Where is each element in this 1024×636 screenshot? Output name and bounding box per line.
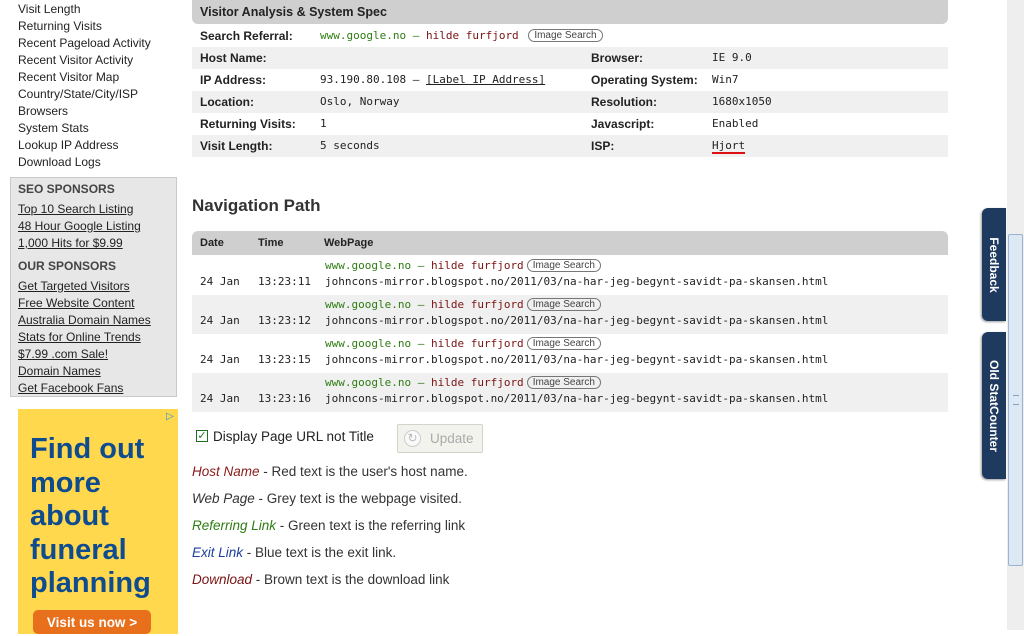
operating-system-value: Win7 [712, 73, 739, 86]
our-sponsors-heading: OUR SPONSORS [18, 259, 117, 273]
ip-separator: — [406, 73, 426, 86]
table-row [192, 295, 948, 334]
javascript-value: Enabled [712, 117, 759, 130]
ad-headline: Find out more about funeral planning [30, 433, 151, 599]
row-time: 13:23:12 [258, 314, 311, 327]
sidebar [0, 0, 185, 630]
sponsor-link-australia-domains[interactable]: Australia Domain Names [18, 313, 151, 327]
sponsor-link-free-content[interactable]: Free Website Content [18, 296, 135, 310]
image-search-button[interactable]: Image Search [527, 298, 601, 311]
row-webpage-link[interactable]: johncons-mirror.blogspot.no/2011/03/na-har-jeg-begynt-savidt-pa-skansen.html [325, 392, 829, 405]
operating-system-label: Operating System: [591, 73, 698, 87]
location-resolution-row [192, 91, 948, 113]
scroll-grip-icon [1013, 395, 1019, 405]
browser-value: IE 9.0 [712, 51, 752, 64]
display-url-checkbox[interactable]: ✓ [197, 430, 207, 442]
seo-sponsors-heading: SEO SPONSORS [18, 182, 115, 196]
returning-javascript-row [192, 113, 948, 135]
sidebar-link-lookup-ip[interactable]: Lookup IP Address [18, 138, 119, 152]
referrer-query-link[interactable]: hilde furfjord [430, 337, 524, 350]
referrer-site-link[interactable]: www.google.no [325, 259, 412, 272]
legend-referring-link [192, 518, 465, 534]
update-button[interactable] [397, 424, 483, 453]
row-time: 13:23:16 [258, 392, 311, 405]
host-browser-row [192, 47, 948, 69]
javascript-label: Javascript: [591, 117, 655, 131]
refresh-icon: ↻ [404, 430, 421, 447]
row-date: 24 Jan [200, 353, 240, 366]
referrer-site-link[interactable]: www.google.no [325, 376, 412, 389]
returning-visits-value: 1 [320, 117, 327, 130]
image-search-button[interactable]: Image Search [527, 376, 601, 389]
legend-desc: - Red text is the user's host name. [259, 464, 468, 479]
referrer-query-link[interactable]: hilde furfjord [430, 376, 524, 389]
row-date: 24 Jan [200, 392, 240, 405]
search-referral-row [192, 25, 948, 47]
row-referrer [325, 376, 601, 390]
navigation-path-title: Navigation Path [192, 196, 321, 215]
legend-desc: - Blue text is the exit link. [243, 545, 397, 560]
legend-key: Host Name [192, 464, 260, 479]
referrer-site-link[interactable]: www.google.no [325, 337, 412, 350]
legend-key: Referring Link [192, 518, 277, 533]
search-referral-label: Search Referral: [200, 29, 293, 43]
row-referrer [325, 298, 601, 312]
table-row [192, 256, 948, 295]
legend-download [192, 572, 449, 588]
sidebar-link-visit-length[interactable]: Visit Length [18, 2, 81, 16]
sidebar-link-returning-visits[interactable]: Returning Visits [18, 19, 102, 33]
row-date: 24 Jan [200, 314, 240, 327]
display-url-checkbox-label[interactable]: Display Page URL not Title [213, 429, 374, 444]
legend-desc: - Brown text is the download link [252, 572, 450, 587]
length-isp-row [192, 135, 948, 157]
old-statcounter-tab[interactable] [982, 332, 1006, 479]
old-statcounter-tab-label: Old StatCounter [987, 359, 1001, 452]
ip-address-value-group [320, 69, 545, 91]
table-row [192, 334, 948, 373]
row-time: 13:23:15 [258, 353, 311, 366]
isp-label: ISP: [591, 139, 615, 153]
row-referrer [325, 337, 601, 351]
ad-choices-icon[interactable]: ▷ [166, 411, 174, 422]
returning-visits-label: Returning Visits: [200, 117, 296, 131]
legend-key: Web Page [192, 491, 255, 506]
funeral-ad-banner[interactable] [18, 409, 178, 634]
sponsor-link-48hour[interactable]: 48 Hour Google Listing [18, 219, 141, 233]
visitor-analysis-title: Visitor Analysis & System Spec [192, 0, 948, 24]
time-column-header: Time [258, 237, 284, 249]
image-search-button[interactable]: Image Search [527, 259, 601, 272]
sidebar-link-system-stats[interactable]: System Stats [18, 121, 89, 135]
row-webpage-link[interactable]: johncons-mirror.blogspot.no/2011/03/na-har-jeg-begynt-savidt-pa-skansen.html [325, 314, 829, 327]
sponsor-box [10, 177, 177, 397]
search-referral-query[interactable]: hilde furfjord [425, 29, 519, 42]
row-date: 24 Jan [200, 275, 240, 288]
navigation-table-header [192, 231, 948, 255]
resolution-label: Resolution: [591, 95, 657, 109]
referrer-separator: — [411, 298, 431, 311]
sidebar-link-download-logs[interactable]: Download Logs [18, 155, 101, 169]
scrollbar-thumb[interactable] [1008, 234, 1023, 566]
sponsor-link-online-trends[interactable]: Stats for Online Trends [18, 330, 141, 344]
image-search-button[interactable]: Image Search [527, 337, 601, 350]
isp-value [712, 135, 745, 157]
referrer-query-link[interactable]: hilde furfjord [430, 298, 524, 311]
legend-host-name [192, 464, 468, 480]
sidebar-link-browsers[interactable]: Browsers [18, 104, 69, 118]
visit-length-label: Visit Length: [200, 139, 273, 153]
host-name-label: Host Name: [200, 51, 267, 65]
feedback-tab-label: Feedback [987, 236, 1001, 293]
date-column-header: Date [200, 237, 224, 249]
sidebar-link-recent-visitor-activity[interactable]: Recent Visitor Activity [18, 53, 134, 67]
search-referral-site[interactable]: www.google.no [320, 29, 407, 42]
referrer-site-link[interactable]: www.google.no [325, 298, 412, 311]
isp-name: Hjort [712, 139, 746, 152]
sponsor-link-domain-names[interactable]: Domain Names [18, 364, 101, 378]
browser-label: Browser: [591, 51, 644, 65]
legend-web-page [192, 491, 462, 507]
sidebar-link-recent-visitor-map[interactable]: Recent Visitor Map [18, 70, 120, 84]
referrer-query-link[interactable]: hilde furfjord [430, 259, 524, 272]
location-label: Location: [200, 95, 254, 109]
search-referral-separator: — [406, 29, 426, 42]
sponsor-link-top10[interactable]: Top 10 Search Listing [18, 202, 134, 216]
update-button-label: Update [430, 431, 474, 446]
feedback-tab[interactable] [982, 208, 1006, 321]
image-search-button[interactable]: Image Search [528, 29, 602, 42]
webpage-column-header: WebPage [324, 237, 374, 249]
row-webpage-link[interactable]: johncons-mirror.blogspot.no/2011/03/na-har-jeg-begynt-savidt-pa-skansen.html [325, 353, 829, 366]
referrer-separator: — [411, 259, 431, 272]
row-webpage-link[interactable]: johncons-mirror.blogspot.no/2011/03/na-har-jeg-begynt-savidt-pa-skansen.html [325, 275, 829, 288]
legend-key: Exit Link [192, 545, 244, 560]
table-row [192, 373, 948, 412]
vertical-scrollbar[interactable] [1007, 0, 1024, 630]
location-value: Oslo, Norway [320, 95, 400, 108]
label-ip-address-link[interactable]: [Label IP Address] [425, 73, 546, 86]
sponsor-link-facebook-fans[interactable]: Get Facebook Fans [18, 381, 124, 395]
row-time: 13:23:11 [258, 275, 311, 288]
resolution-value: 1680x1050 [712, 95, 772, 108]
sponsor-link-1000hits[interactable]: 1,000 Hits for $9.99 [18, 236, 123, 250]
legend-key: Download [192, 572, 253, 587]
referrer-separator: — [411, 337, 431, 350]
sidebar-link-recent-pageload[interactable]: Recent Pageload Activity [18, 36, 151, 50]
legend-desc: - Grey text is the webpage visited. [254, 491, 462, 506]
ad-visit-button[interactable]: Visit us now > [33, 610, 151, 634]
referrer-separator: — [411, 376, 431, 389]
sponsor-link-targeted-visitors[interactable]: Get Targeted Visitors [18, 279, 130, 293]
row-referrer [325, 259, 601, 273]
ip-address-label: IP Address: [200, 73, 267, 87]
search-referral-value [320, 25, 603, 47]
ip-os-row [192, 69, 948, 91]
legend-desc: - Green text is the referring link [276, 518, 466, 533]
sponsor-link-com-sale[interactable]: $7.99 .com Sale! [18, 347, 109, 361]
visit-length-value: 5 seconds [320, 139, 380, 152]
ip-address-value: 93.190.80.108 [320, 73, 407, 86]
legend-exit-link [192, 545, 396, 561]
sidebar-link-country-state-city-isp[interactable]: Country/State/City/ISP [18, 87, 139, 101]
